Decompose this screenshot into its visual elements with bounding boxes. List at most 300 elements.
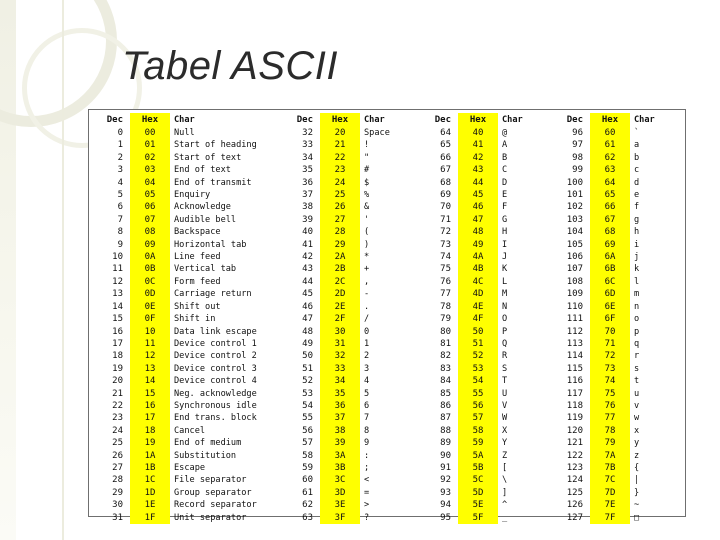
char-cell: & [364,202,370,213]
hex-cell: 54 [458,375,498,387]
dec-cell: 29 [112,487,123,498]
char-cell: p [634,326,640,337]
hex-cell: 51 [458,338,498,350]
dec-cell: 7 [117,214,123,225]
char-cell: W [502,413,508,424]
dec-cell: 92 [440,475,451,486]
char-cell: ^ [502,500,508,511]
hex-cell: 0F [130,313,170,325]
dec-cell: 34 [302,152,313,163]
char-cell: O [502,314,508,325]
hex-cell: 22 [320,152,360,164]
hex-cell: 67 [590,214,630,226]
table-row [92,139,682,151]
dec-cell: 117 [566,388,583,399]
char-cell: a [634,140,640,151]
char-cell: Device control 3 [174,363,257,374]
char-cell: H [502,227,508,238]
dec-cell: 16 [112,326,123,337]
dec-cell: 110 [566,301,583,312]
dec-cell: 80 [440,326,451,337]
char-cell: q [634,338,640,349]
char-cell: V [502,400,508,411]
table-row [92,239,682,251]
dec-cell: 111 [566,314,583,325]
dec-cell: 76 [440,276,451,287]
hex-cell: 7C [590,474,630,486]
hex-cell: 05 [130,189,170,201]
char-cell: End trans. block [174,413,257,424]
char-cell: < [364,475,370,486]
char-cell: 0 [364,326,370,337]
dec-cell: 119 [566,413,583,424]
dec-cell: 8 [117,227,123,238]
char-cell: Shift out [174,301,221,312]
dec-cell: 74 [440,252,451,263]
char-cell: Escape [174,462,206,473]
table-row [92,450,682,462]
char-cell: 1 [364,338,370,349]
char-cell: 7 [364,413,370,424]
table-row [92,301,682,313]
char-cell: Substitution [174,450,237,461]
char-cell: n [634,301,640,312]
dec-cell: 3 [117,165,123,176]
dec-cell: 121 [566,438,583,449]
hex-cell: 17 [130,412,170,424]
hex-cell: 2B [320,263,360,275]
char-cell: w [634,413,640,424]
char-cell: Space [364,128,390,138]
hex-cell: 3A [320,450,360,462]
hex-cell: 02 [130,152,170,164]
char-cell: d [634,177,640,188]
hex-cell: 1B [130,462,170,474]
dec-cell: 45 [302,289,313,300]
table-row [92,127,682,139]
char-cell: / [364,314,370,325]
char-cell: x [634,425,640,436]
char-cell: N [502,301,508,312]
hex-cell: 71 [590,338,630,350]
hex-cell: 26 [320,201,360,213]
hex-cell: 25 [320,189,360,201]
char-cell: ( [364,227,370,238]
char-cell: Device control 4 [174,376,257,387]
char-cell: Vertical tab [174,264,237,275]
char-cell: Unit separator [174,512,247,523]
hex-cell: 52 [458,350,498,362]
hex-cell: 37 [320,412,360,424]
table-row [92,499,682,511]
char-cell: M [502,289,508,300]
dec-cell: 93 [440,487,451,498]
char-cell: f [634,202,640,213]
dec-cell: 11 [112,264,123,275]
hex-cell: 29 [320,239,360,251]
hex-cell: 63 [590,164,630,176]
hex-cell: 55 [458,388,498,400]
hex-cell: 7B [590,462,630,474]
char-cell: . [364,301,370,312]
hex-cell: 49 [458,239,498,251]
header-dec: Dec [434,115,451,125]
hex-cell: 33 [320,363,360,375]
table-row [92,288,682,300]
char-cell: 8 [364,425,370,436]
ascii-table [92,113,682,524]
header-char: Char [502,115,523,125]
char-cell: Start of heading [174,140,257,151]
dec-cell: 102 [566,202,583,213]
hex-cell: 53 [458,363,498,375]
ascii-table-body [92,127,682,524]
char-cell: % [364,190,370,201]
hex-cell: 0B [130,263,170,275]
header-hex: Hex [458,113,498,127]
hex-cell: 1D [130,487,170,499]
char-cell: 2 [364,351,370,362]
dec-cell: 124 [566,475,583,486]
header-char: Char [634,115,655,125]
dec-cell: 82 [440,351,451,362]
hex-cell: 75 [590,388,630,400]
char-cell: v [634,400,640,411]
dec-cell: 70 [440,202,451,213]
dec-cell: 13 [112,289,123,300]
hex-cell: 36 [320,400,360,412]
dec-cell: 32 [302,128,313,138]
dec-cell: 65 [440,140,451,151]
dec-cell: 77 [440,289,451,300]
hex-cell: 7A [590,450,630,462]
char-cell: o [634,314,640,325]
hex-cell: 0D [130,288,170,300]
dec-cell: 37 [302,190,313,201]
hex-cell: 2E [320,301,360,313]
char-cell: ) [364,239,370,250]
dec-cell: 44 [302,276,313,287]
dec-cell: 71 [440,214,451,225]
char-cell: Horizontal tab [174,239,247,250]
hex-cell: 21 [320,139,360,151]
dec-cell: 115 [566,363,583,374]
dec-cell: 88 [440,425,451,436]
dec-cell: 55 [302,413,313,424]
hex-cell: 6C [590,276,630,288]
table-row [92,164,682,176]
hex-cell: 32 [320,350,360,362]
char-cell: m [634,289,640,300]
char-cell: File separator [174,475,247,486]
dec-cell: 116 [566,376,583,387]
hex-cell: 7E [590,499,630,511]
dec-cell: 57 [302,438,313,449]
char-cell: G [502,214,508,225]
dec-cell: 84 [440,376,451,387]
dec-cell: 24 [112,425,123,436]
char-cell: Neg. acknowledge [174,388,257,399]
char-cell: ' [364,214,370,225]
hex-cell: 73 [590,363,630,375]
hex-cell: 58 [458,425,498,437]
dec-cell: 85 [440,388,451,399]
dec-cell: 123 [566,462,583,473]
table-row [92,412,682,424]
dec-cell: 67 [440,165,451,176]
hex-cell: 0E [130,301,170,313]
hex-cell: 74 [590,375,630,387]
dec-cell: 2 [117,152,123,163]
hex-cell: 1F [130,512,170,524]
char-cell: _ [502,512,508,523]
hex-cell: 1E [130,499,170,511]
hex-cell: 5D [458,487,498,499]
hex-cell: 2F [320,313,360,325]
char-cell: Audible bell [174,214,237,225]
table-row [92,326,682,338]
char-cell: Null [174,128,195,138]
hex-cell: 1A [130,450,170,462]
char-cell: Z [502,450,508,461]
char-cell: 9 [364,438,370,449]
hex-cell: 38 [320,425,360,437]
char-cell: k [634,264,640,275]
char-cell: B [502,152,508,163]
hex-cell: 78 [590,425,630,437]
hex-cell: 48 [458,226,498,238]
hex-cell: 4D [458,288,498,300]
char-cell: U [502,388,508,399]
hex-cell: 3C [320,474,360,486]
header-hex: Hex [130,113,170,127]
char-cell: } [634,487,640,498]
dec-cell: 59 [302,462,313,473]
ascii-table-frame [88,109,686,523]
table-row [92,226,682,238]
char-cell: > [364,500,370,511]
hex-cell: 56 [458,400,498,412]
char-cell: r [634,351,640,362]
char-cell: " [364,152,370,163]
hex-cell: 68 [590,226,630,238]
table-row [92,338,682,350]
hex-cell: 06 [130,201,170,213]
hex-cell: 03 [130,164,170,176]
char-cell: + [364,264,370,275]
dec-cell: 18 [112,351,123,362]
hex-cell: 70 [590,326,630,338]
char-cell: e [634,190,640,201]
table-row [92,350,682,362]
dec-cell: 51 [302,363,313,374]
dec-cell: 87 [440,413,451,424]
char-cell: 5 [364,388,370,399]
char-cell: ~ [634,500,640,511]
dec-cell: 39 [302,214,313,225]
hex-cell: 0C [130,276,170,288]
hex-cell: 3D [320,487,360,499]
dec-cell: 53 [302,388,313,399]
hex-cell: 2A [320,251,360,263]
table-row [92,363,682,375]
char-cell: 3 [364,363,370,374]
char-cell: J [502,252,508,263]
dec-cell: 114 [566,351,583,362]
hex-cell: 3F [320,512,360,524]
dec-cell: 125 [566,487,583,498]
char-cell: | [634,475,640,486]
hex-cell: 64 [590,177,630,189]
char-cell: @ [502,128,508,138]
table-row [92,251,682,263]
hex-cell: 50 [458,326,498,338]
hex-cell: 3B [320,462,360,474]
decorative-ring [0,0,117,127]
char-cell: * [364,252,370,263]
char-cell: ! [364,140,370,151]
hex-cell: 14 [130,375,170,387]
char-cell: = [364,487,370,498]
char-cell: Enquiry [174,190,211,201]
hex-cell: 45 [458,189,498,201]
char-cell: I [502,239,508,250]
hex-cell: 4F [458,313,498,325]
dec-cell: 41 [302,239,313,250]
char-cell: z [634,450,640,461]
hex-cell: 07 [130,214,170,226]
hex-cell: 6A [590,251,630,263]
dec-cell: 5 [117,190,123,201]
dec-cell: 48 [302,326,313,337]
char-cell: Cancel [174,425,206,436]
char-cell: A [502,140,508,151]
header-row [92,113,682,127]
char-cell: Group separator [174,487,252,498]
dec-cell: 104 [566,227,583,238]
dec-cell: 91 [440,462,451,473]
hex-cell: 42 [458,152,498,164]
char-cell: Device control 1 [174,338,257,349]
dec-cell: 10 [112,252,123,263]
table-row [92,375,682,387]
table-row [92,189,682,201]
hex-cell: 15 [130,388,170,400]
dec-cell: 40 [302,227,313,238]
dec-cell: 109 [566,289,583,300]
dec-cell: 83 [440,363,451,374]
dec-cell: 28 [112,475,123,486]
dec-cell: 62 [302,500,313,511]
hex-cell: 10 [130,326,170,338]
hex-cell: 5A [458,450,498,462]
hex-cell: 39 [320,437,360,449]
header-hex: Hex [320,113,360,127]
dec-cell: 94 [440,500,451,511]
dec-cell: 33 [302,140,313,151]
char-cell: Carriage return [174,289,252,300]
dec-cell: 63 [302,512,313,523]
header-dec: Dec [566,115,583,125]
dec-cell: 96 [572,128,583,138]
hex-cell: 16 [130,400,170,412]
char-cell: h [634,227,640,238]
hex-cell: 77 [590,412,630,424]
hex-cell: 01 [130,139,170,151]
char-cell: { [634,462,640,473]
dec-cell: 90 [440,450,451,461]
header-hex: Hex [590,113,630,127]
dec-cell: 26 [112,450,123,461]
hex-cell: 4A [458,251,498,263]
char-cell: \ [502,475,508,486]
header-dec: Dec [296,115,313,125]
dec-cell: 64 [440,128,451,138]
dec-cell: 101 [566,190,583,201]
dec-cell: 46 [302,301,313,312]
dec-cell: 98 [572,152,583,163]
table-row [92,388,682,400]
hex-cell: 43 [458,164,498,176]
dec-cell: 36 [302,177,313,188]
char-cell: ; [364,462,370,473]
hex-cell: 62 [590,152,630,164]
char-cell: K [502,264,508,275]
dec-cell: 25 [112,438,123,449]
char-cell: □ [634,512,640,523]
hex-cell: 60 [590,127,630,139]
hex-cell: 79 [590,437,630,449]
char-cell: E [502,190,508,201]
dec-cell: 22 [112,400,123,411]
char-cell: : [364,450,370,461]
dec-cell: 17 [112,338,123,349]
char-cell: S [502,363,508,374]
hex-cell: 4B [458,263,498,275]
char-cell: # [364,165,370,176]
char-cell: 4 [364,376,370,387]
dec-cell: 99 [572,165,583,176]
dec-cell: 15 [112,314,123,325]
hex-cell: 5C [458,474,498,486]
char-cell: Backspace [174,227,221,238]
hex-cell: 4C [458,276,498,288]
char-cell: D [502,177,508,188]
dec-cell: 72 [440,227,451,238]
hex-cell: 65 [590,189,630,201]
char-cell: ` [634,128,640,138]
hex-cell: 40 [458,127,498,139]
hex-cell: 34 [320,375,360,387]
char-cell: T [502,376,508,387]
char-cell: Device control 2 [174,351,257,362]
dec-cell: 68 [440,177,451,188]
hex-cell: 35 [320,388,360,400]
char-cell: [ [502,462,508,473]
dec-cell: 95 [440,512,451,523]
hex-cell: 69 [590,239,630,251]
dec-cell: 113 [566,338,583,349]
char-cell: y [634,438,640,449]
dec-cell: 9 [117,239,123,250]
dec-cell: 30 [112,500,123,511]
hex-cell: 12 [130,350,170,362]
char-cell: Synchronous idle [174,400,257,411]
dec-cell: 106 [566,252,583,263]
table-row [92,462,682,474]
dec-cell: 126 [566,500,583,511]
dec-cell: 127 [566,512,583,523]
